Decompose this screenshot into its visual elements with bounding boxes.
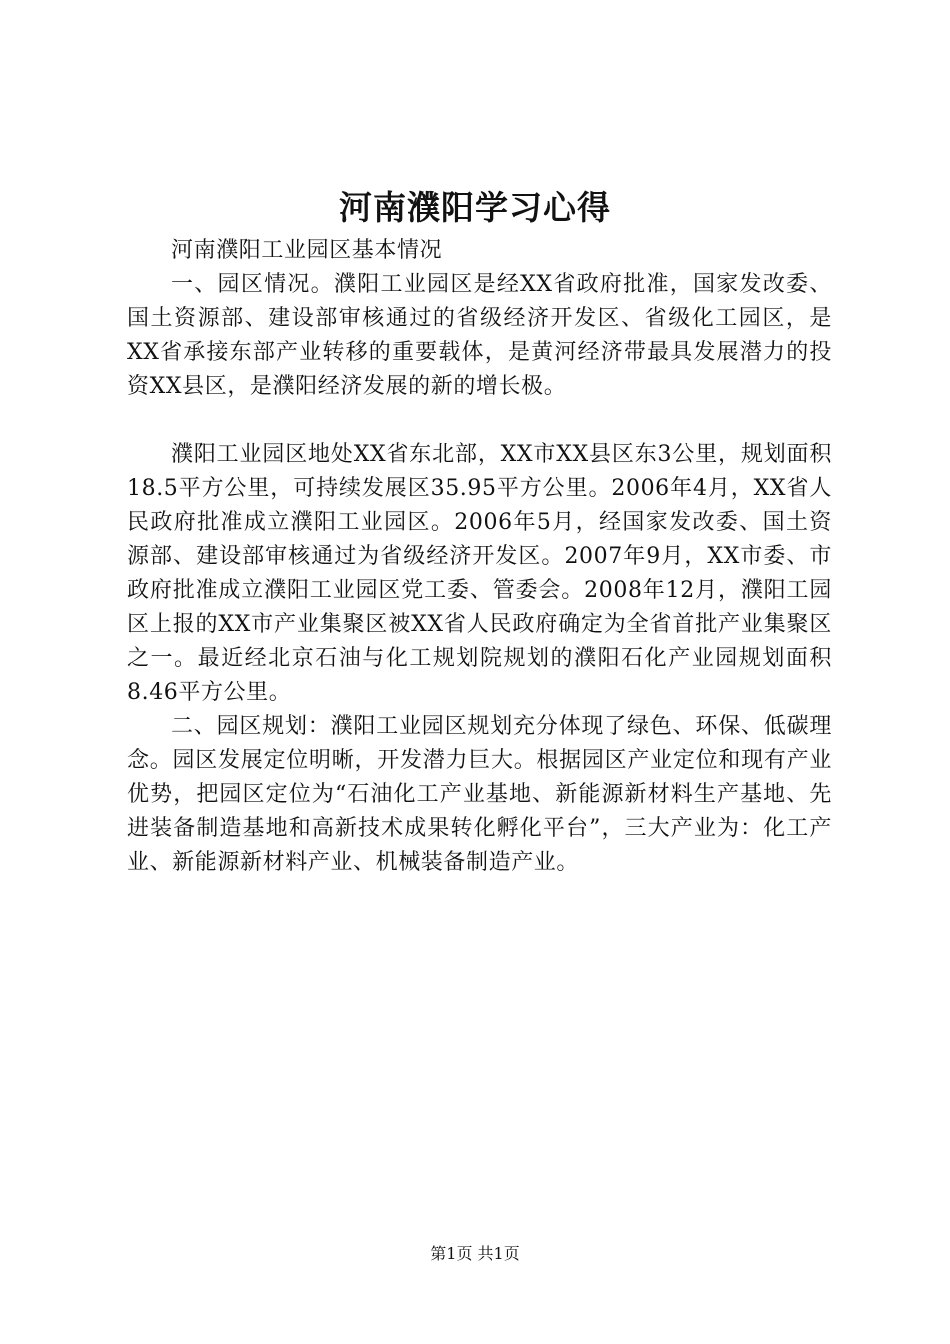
page-footer: 第1页 共1页 [430, 1244, 520, 1263]
paragraph-spacer [127, 404, 832, 438]
document-body [127, 234, 832, 880]
paragraph-park-location: 濮阳工业园区地处XX省东北部，XX市XX县区东3公里，规划面积18.5平方公里，可持续发展区35.95平方公里。2006年4月，XX省人民政府批准成立濮阳工业园区。2006年5月，经国家发改委、国土资源部、建设部审核通过为省级经济开发区。2007年9月，XX市委、市政府批准成立濮阳工业园区党工委、管委会。2008年12月，濮阳工园区上报的XX市产业集聚区被XX省人民政府确定为全省首批产业集聚区之一。最近经北京石油与化工规划院规划的濮阳石化产业园规划面积8.46平方公里。 [127, 442, 832, 705]
document-title: 河南濮阳学习心得 [339, 188, 611, 227]
paragraph-park-planning: 二、园区规划：濮阳工业园区规划充分体现了绿色、环保、低碳理念。园区发展定位明晰，开发潜力巨大。根据园区产业定位和现有产业优势，把园区定位为“石油化工产业基地、新能源新材料生产基地、先进装备制造基地和高新技术成果转化孵化平台”，三大产业为：化工产业、新能源新材料产业、机械装备制造产业。 [127, 714, 832, 875]
paragraph-park-overview: 一、园区情况。濮阳工业园区是经XX省政府批准，国家发改委、国土资源部、建设部审核通过的省级经济开发区、省级化工园区，是XX省承接东部产业转移的重要载体，是黄河经济带最具发展潜力的投资XX县区，是濮阳经济发展的新的增长极。 [127, 272, 832, 399]
paragraph-subtitle: 河南濮阳工业园区基本情况 [171, 238, 443, 263]
